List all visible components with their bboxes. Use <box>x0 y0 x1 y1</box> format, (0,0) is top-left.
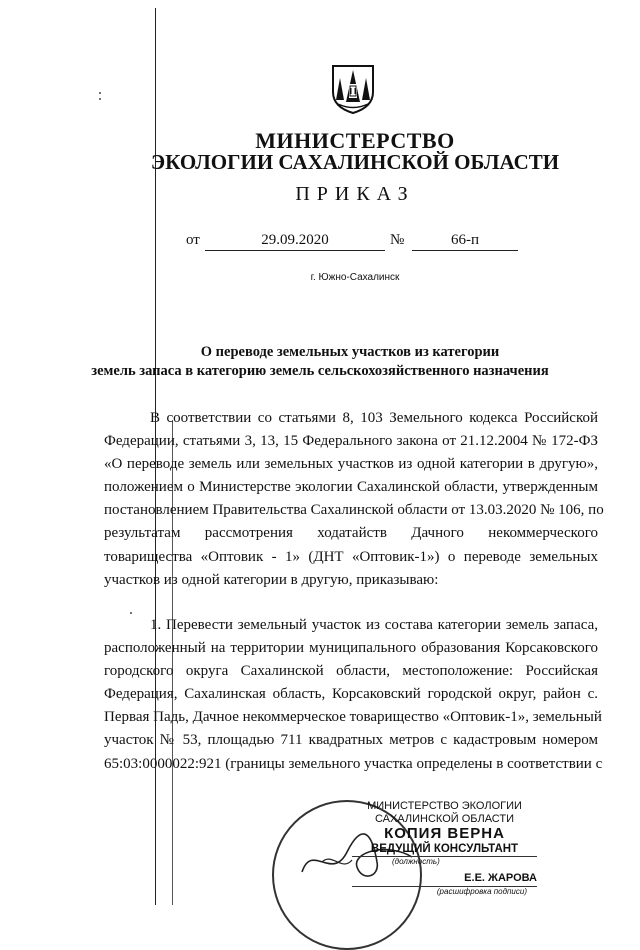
ministry-name-line1: МИНИСТЕРСТВО <box>255 128 455 153</box>
body-line: расположенный на территории муниципального образования Корсаковского <box>104 640 598 657</box>
body-line: положением о Министерстве экологии Сахалинской области, утвержденным <box>104 479 598 496</box>
body-line: постановлением Правительства Сахалинской области от 13.03.2020 № 106, по <box>104 502 604 519</box>
scan-speck <box>99 92 101 94</box>
body-line: В соответствии со статьями 8, 103 Земельного кодекса Российской <box>150 410 598 426</box>
order-date: 29.09.2020 <box>205 232 385 251</box>
date-label: от <box>186 232 200 248</box>
body-line: результатам рассмотрения ходатайств Дачного некоммерческого <box>104 525 598 542</box>
stamp-signer: Е.Е. ЖАРОВА <box>352 871 537 887</box>
body-line: участок № 53, площадью 711 квадратных метров с кадастровым номером <box>104 732 598 749</box>
stamp-position: ВЕДУЩИЙ КОНСУЛЬТАНТ <box>352 842 537 857</box>
stamp-signer-caption: (расшифровка подписи) <box>436 887 527 896</box>
ministry-name-line2: ЭКОЛОГИИ САХАЛИНСКОЙ ОБЛАСТИ <box>150 150 560 174</box>
body-line: «О переводе земель или земельных участков из одной категории в другую», <box>104 456 598 473</box>
stamp-line1: МИНИСТЕРСТВО ЭКОЛОГИИ <box>367 800 522 812</box>
order-title: ПРИКАЗ <box>295 183 415 205</box>
certification-stamp <box>272 800 542 905</box>
coat-of-arms-icon <box>330 64 376 114</box>
subject-line1: О переводе земельных участков из категории <box>200 344 500 360</box>
scan-speck <box>99 98 101 100</box>
body-line: товарищества «Оптовик - 1» (ДНТ «Оптовик-1») о переводе земельных <box>104 548 598 565</box>
number-label: № <box>390 232 405 248</box>
subject-line2: земель запаса в категорию земель сельскохозяйственного назначения <box>91 363 549 379</box>
body-line: 1. Перевести земельный участок из состава категории земель запаса, <box>150 617 598 633</box>
body-line: 65:03:0000022:921 (границы земельного участка определены в соответствии с <box>104 755 603 772</box>
body-line: Федерации, статьями 3, 13, 15 Федерального закона от 21.12.2004 № 172-ФЗ <box>104 433 598 450</box>
body-line: Федерация, Сахалинская область, Корсаковский городской округ, район с. <box>104 686 598 703</box>
stamp-copy-true: КОПИЯ ВЕРНА <box>384 825 505 842</box>
body-paragraph-1 <box>104 407 604 592</box>
stamp-position-caption: (должность) <box>392 857 440 866</box>
body-line: участков из одной категории в другую, приказываю: <box>104 571 439 588</box>
city-label: г. Южно-Сахалинск <box>310 272 400 283</box>
body-paragraph-2 <box>104 614 603 776</box>
order-number: 66-п <box>412 232 518 251</box>
body-line: Первая Падь, Дачное некоммерческое товарищество «Оптовик-1», земельный <box>104 709 602 726</box>
body-line: городского округа Сахалинской области, местоположение: Российская <box>104 663 598 680</box>
stamp-text-block <box>352 800 537 897</box>
stamp-line2: САХАЛИНСКОЙ ОБЛАСТИ <box>374 813 515 825</box>
